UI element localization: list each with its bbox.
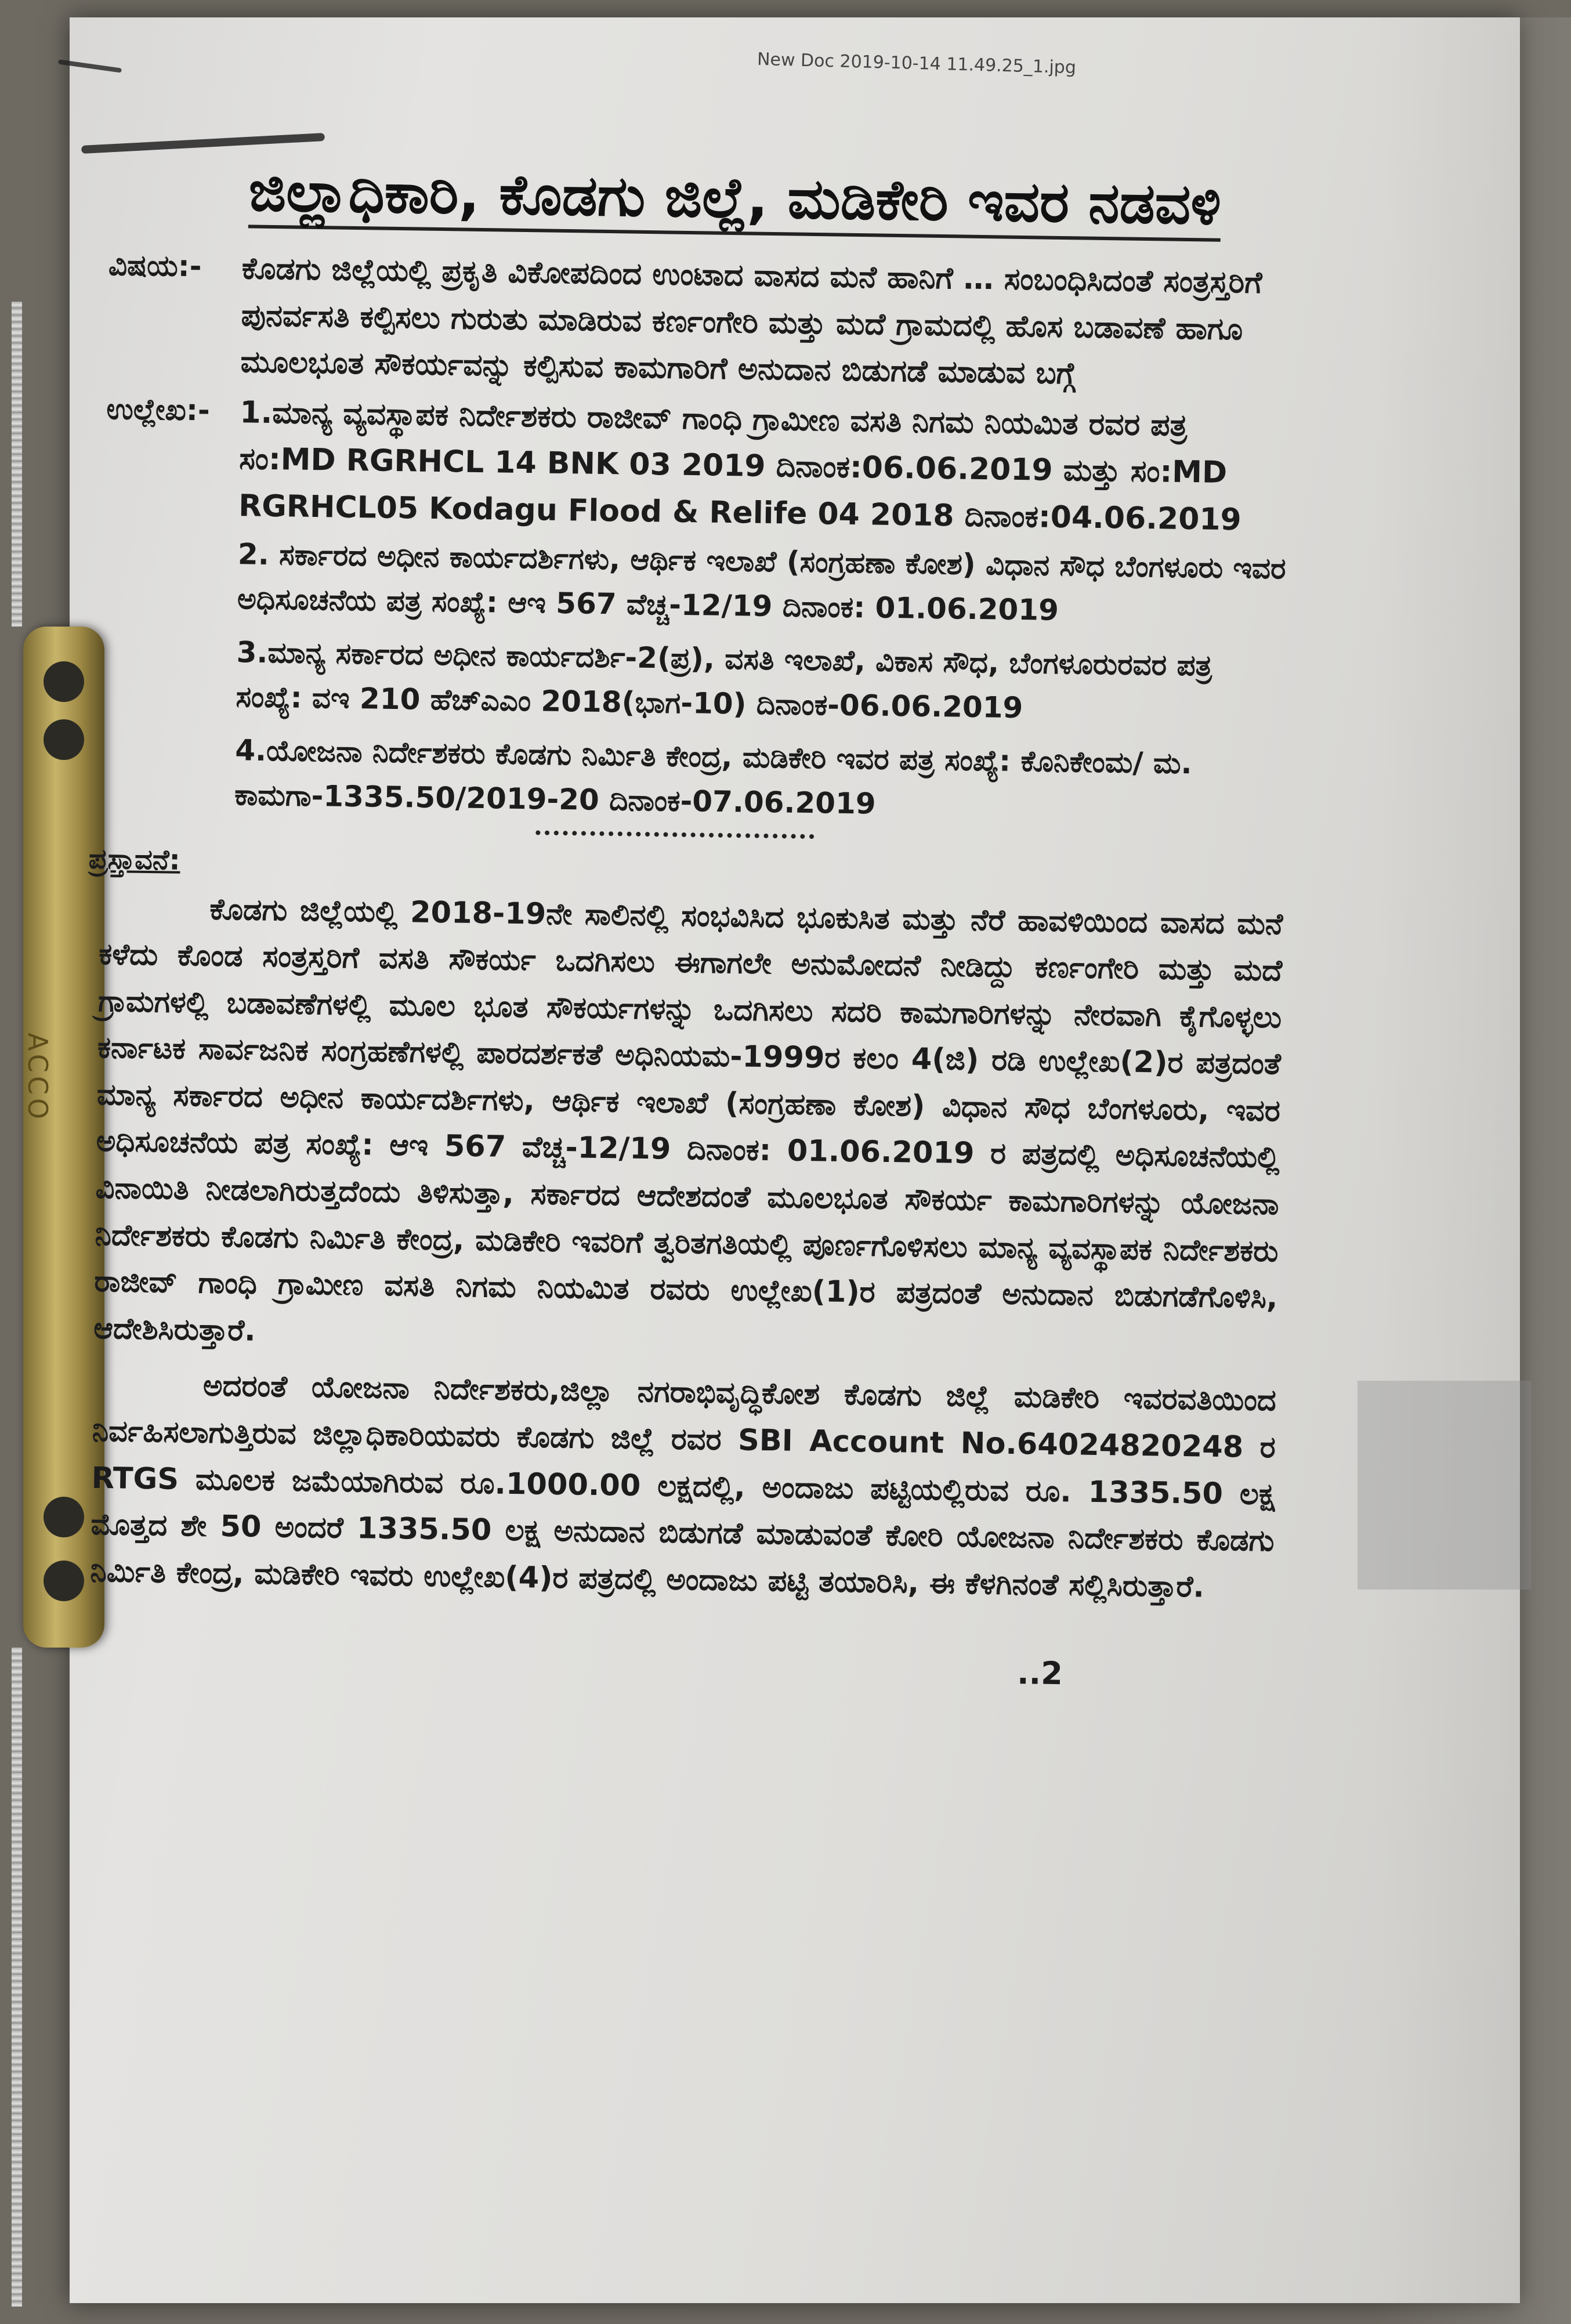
- preamble-label: ಪ್ರಸ್ತಾವನೆ:: [88, 842, 181, 877]
- references-list: [234, 532, 1288, 832]
- preamble-paragraph-1: ಕೊಡಗು ಜಿಲ್ಲೆಯಲ್ಲಿ 2018-19ನೇ ಸಾಲಿನಲ್ಲಿ ಸಂಭವಿಸಿದ ಭೂಕುಸಿತ ಮತ್ತು ನೆರೆ ಹಾವಳಿಯಿಂದ ವಾಸದ ಮನೆ ಕಳೆದು ಕೊಂಡ ಸಂತ್ರಸ್ತರಿಗೆ ವಸತಿ ಸೌಕರ್ಯ ಒದಗಿಸಲು ಈಗಾಗಲೇ ಅನುಮೋದನೆ ನೀಡಿದ್ದು ಕರ್ಣಂಗೇರಿ ಮತ್ತು ಮದೆ ಗ್ರಾಮಗಳಲ್ಲಿ ಬಡಾವಣೆಗಳಲ್ಲಿ ಮೂಲ ಭೂತ ಸೌಕರ್ಯಗಳನ್ನು ಒದಗಿಸಲು ಸದರಿ ಕಾಮಗಾರಿಗಳನ್ನು ನೇರವಾಗಿ ಕೈಗೊಳ್ಳಲು ಕರ್ನಾಟಕ ಸಾರ್ವಜನಿಕ ಸಂಗ್ರಹಣೆಗಳಲ್ಲಿ ಪಾರದರ್ಶಕತೆ ಅಧಿನಿಯಮ-1999ರ ಕಲಂ 4(ಜಿ) ರಡಿ ಉಲ್ಲೇಖ(2)ರ ಪತ್ರದಂತೆ ಮಾನ್ಯ ಸರ್ಕಾರದ ಅಧೀನ ಕಾರ್ಯದರ್ಶಿಗಳು, ಆರ್ಥಿಕ ಇಲಾಖೆ (ಸಂಗ್ರಹಣಾ ಕೋಶ) ವಿಧಾನ ಸೌಧ ಬೆಂಗಳೂರು, ಇವರ ಅಧಿಸೂಚನೆಯ ಪತ್ರ ಸಂಖ್ಯೆ: ಆಇ 567 ವೆಚ್ಚ-12/19 ದಿನಾಂಕ: 01.06.2019 ರ ಪತ್ರದಲ್ಲಿ ಅಧಿಸೂಚನೆಯಲ್ಲಿ ವಿನಾಯಿತಿ ನೀಡಲಾಗಿರುತ್ತದೆಂದು ತಿಳಿಸುತ್ತಾ, ಸರ್ಕಾರದ ಆದೇಶದಂತೆ ಮೂಲಭೂತ ಸೌಕರ್ಯ ಕಾಮಗಾರಿಗಳನ್ನು ಯೋಜನಾ ನಿರ್ದೇಶಕರು ಕೊಡಗು ನಿರ್ಮಿತಿ ಕೇಂದ್ರ, ಮಡಿಕೇರಿ ಇವರಿಗೆ ತ್ವರಿತಗತಿಯಲ್ಲಿ ಪೂರ್ಣಗೊಳಿಸಲು ಮಾನ್ಯ ವ್ಯವಸ್ಥಾಪಕ ನಿರ್ದೇಶಕರು ರಾಜೀವ್ ಗಾಂಧಿ ಗ್ರಾಮೀಣ ವಸತಿ ನಿಗಮ ನಿಯಮಿತ ರವರು ಉಲ್ಲೇಖ(1)ರ ಪತ್ರದಂತೆ ಅನುದಾನ ಬಿಡುಗಡೆಗೊಳಿಸಿ, ಆದೇಶಿಸಿರುತ್ತಾರೆ.: [93, 892, 1283, 1348]
- document-title: ಜಿಲ್ಲಾಧಿಕಾರಿ, ಕೊಡಗು ಜಿಲ್ಲೆ, ಮಡಿಕೇರಿ ಇವರ ನಡವಳಿ: [248, 158, 1222, 241]
- reference-2: 2. ಸರ್ಕಾರದ ಅಧೀನ ಕಾರ್ಯದರ್ಶಿಗಳು, ಆರ್ಥಿಕ ಇಲಾಖೆ (ಸಂಗ್ರಹಣಾ ಕೋಶ) ವಿಧಾನ ಸೌಧ ಬೆಂಗಳೂರು ಇವರ ಅಧಿಸೂಚನೆಯ ಪತ್ರ ಸಂಖ್ಯೆ: ಆಇ 567 ವೆಚ್ಚ-12/19 ದಿನಾಂಕ: 01.06.2019: [237, 537, 1286, 627]
- binder-hole: [44, 661, 84, 702]
- scan-file-label: New Doc 2019-10-14 11.49.25_1.jpg: [756, 49, 1077, 78]
- scan-smudge: [1358, 1381, 1532, 1590]
- paper-fold-shadow: [1375, 17, 1571, 2324]
- proceedings-document: [89, 139, 1294, 1695]
- binder-wire-top: [12, 302, 22, 627]
- subject-text: ಕೊಡಗು ಜಿಲ್ಲೆಯಲ್ಲಿ ಪ್ರಕೃತಿ ವಿಕೋಪದಿಂದ ಉಂಟಾದ ವಾಸದ ಮನೆ ಹಾನಿಗೆ … ಸಂಬಂಧಿಸಿದಂತೆ ಸಂತ್ರಸ್ತರಿಗೆ ಪುನರ್ವಸತಿ ಕಲ್ಪಿಸಲು ಗುರುತು ಮಾಡಿರುವ ಕರ್ಣಂಗೇರಿ ಮತ್ತು ಮದೆ ಗ್ರಾಮದಲ್ಲಿ ಹೊಸ ಬಡಾವಣೆ ಹಾಗೂ ಮೂಲಭೂತ ಸೌಕರ್ಯವನ್ನು ಕಲ್ಪಿಸುವ ಕಾಮಗಾರಿಗೆ ಅನುದಾನ ಬಿಡುಗಡೆ ಮಾಡುವ ಬಗ್ಗೆ: [240, 251, 1262, 392]
- reference-4: 4.ಯೋಜನಾ ನಿರ್ದೇಶಕರು ಕೊಡಗು ನಿರ್ಮಿತಿ ಕೇಂದ್ರ, ಮಡಿಕೇರಿ ಇವರ ಪತ್ರ ಸಂಖ್ಯೆ: ಕೊನಿಕೇಂಮ/ ಮ. ಕಾಮಗಾ-1335.50/2019-20 ದಿನಾಂಕ-07.06.2019: [234, 733, 1192, 821]
- subject-section: [107, 244, 1292, 400]
- subject-label: ವಿಷಯ:-: [108, 248, 202, 284]
- page-continuation-marker: ..2: [1016, 1655, 1063, 1692]
- binder-wire-bottom: [12, 1648, 22, 2307]
- binder-hole: [44, 1497, 84, 1537]
- binder-hole: [44, 719, 84, 760]
- reference-3: 3.ಮಾನ್ಯ ಸರ್ಕಾರದ ಅಧೀನ ಕಾರ್ಯದರ್ಶಿ-2(ಪ್ರ), ವಸತಿ ಇಲಾಖೆ, ವಿಕಾಸ ಸೌಧ, ಬೆಂಗಳೂರುರವರ ಪತ್ರ ಸಂಖ್ಯೆ: ವಇ 210 ಹೆಚ್‌ಎಎಂ 2018(ಭಾಗ-10) ದಿನಾಂಕ-06.06.2019: [236, 635, 1212, 725]
- reference-1: 1.ಮಾನ್ಯ ವ್ಯವಸ್ಥಾಪಕ ನಿರ್ದೇಶಕರು ರಾಜೀವ್ ಗಾಂಧಿ ಗ್ರಾಮೀಣ ವಸತಿ ನಿಗಮ ನಿಯಮಿತ ರವರ ಪತ್ರ ಸಂ:MD RGRHCL 14 BNK 03 2019 ದಿನಾಂಕ:06.06.2019 ಮತ್ತು ಸಂ:MD RGRHCL05 Kodagu Flood & Relife 04 2018 ದಿನಾಂಕ:04.06.2019: [238, 394, 1242, 538]
- binder-hole: [44, 1561, 84, 1601]
- references-label: ಉಲ್ಲೇಖ:-: [106, 392, 211, 428]
- binder-brand: ACCO: [22, 1033, 53, 1123]
- preamble-paragraph-2: ಅದರಂತೆ ಯೋಜನಾ ನಿರ್ದೇಶಕರು,ಜಿಲ್ಲಾ ನಗರಾಭಿವೃದ್ಧಿಕೋಶ ಕೊಡಗು ಜಿಲ್ಲೆ ಮಡಿಕೇರಿ ಇವರವತಿಯಿಂದ ನಿರ್ವಹಿಸಲಾಗುತ್ತಿರುವ ಜಿಲ್ಲಾಧಿಕಾರಿಯವರು ಕೊಡಗು ಜಿಲ್ಲೆ ರವರ SBI Account No.64024820248 ರ RTGS ಮೂಲಕ ಜಮೆಯಾಗಿರುವ ರೂ.1000.00 ಲಕ್ಷದಲ್ಲಿ, ಅಂದಾಜು ಪಟ್ಟಿಯಲ್ಲಿರುವ ರೂ. 1335.50 ಲಕ್ಷ ಮೊತ್ತದ ಶೇ 50 ಅಂದರೆ 1335.50 ಲಕ್ಷ ಅನುದಾನ ಬಿಡುಗಡೆ ಮಾಡುವಂತೆ ಕೋರಿ ಯೋಜನಾ ನಿರ್ದೇಶಕರು ಕೊಡಗು ನಿರ್ಮಿತಿ ಕೇಂದ್ರ, ಮಡಿಕೇರಿ ಇವರು ಉಲ್ಲೇಖ(4)ರ ಪತ್ರದಲ್ಲಿ ಅಂದಾಜು ಪಟ್ಟಿ ತಯಾರಿಸಿ, ಈ ಕೆಳಗಿನಂತೆ ಸಲ್ಲಿಸಿರುತ್ತಾರೆ.: [90, 1369, 1277, 1605]
- section-divider: [535, 830, 814, 839]
- references-section: [105, 388, 1290, 544]
